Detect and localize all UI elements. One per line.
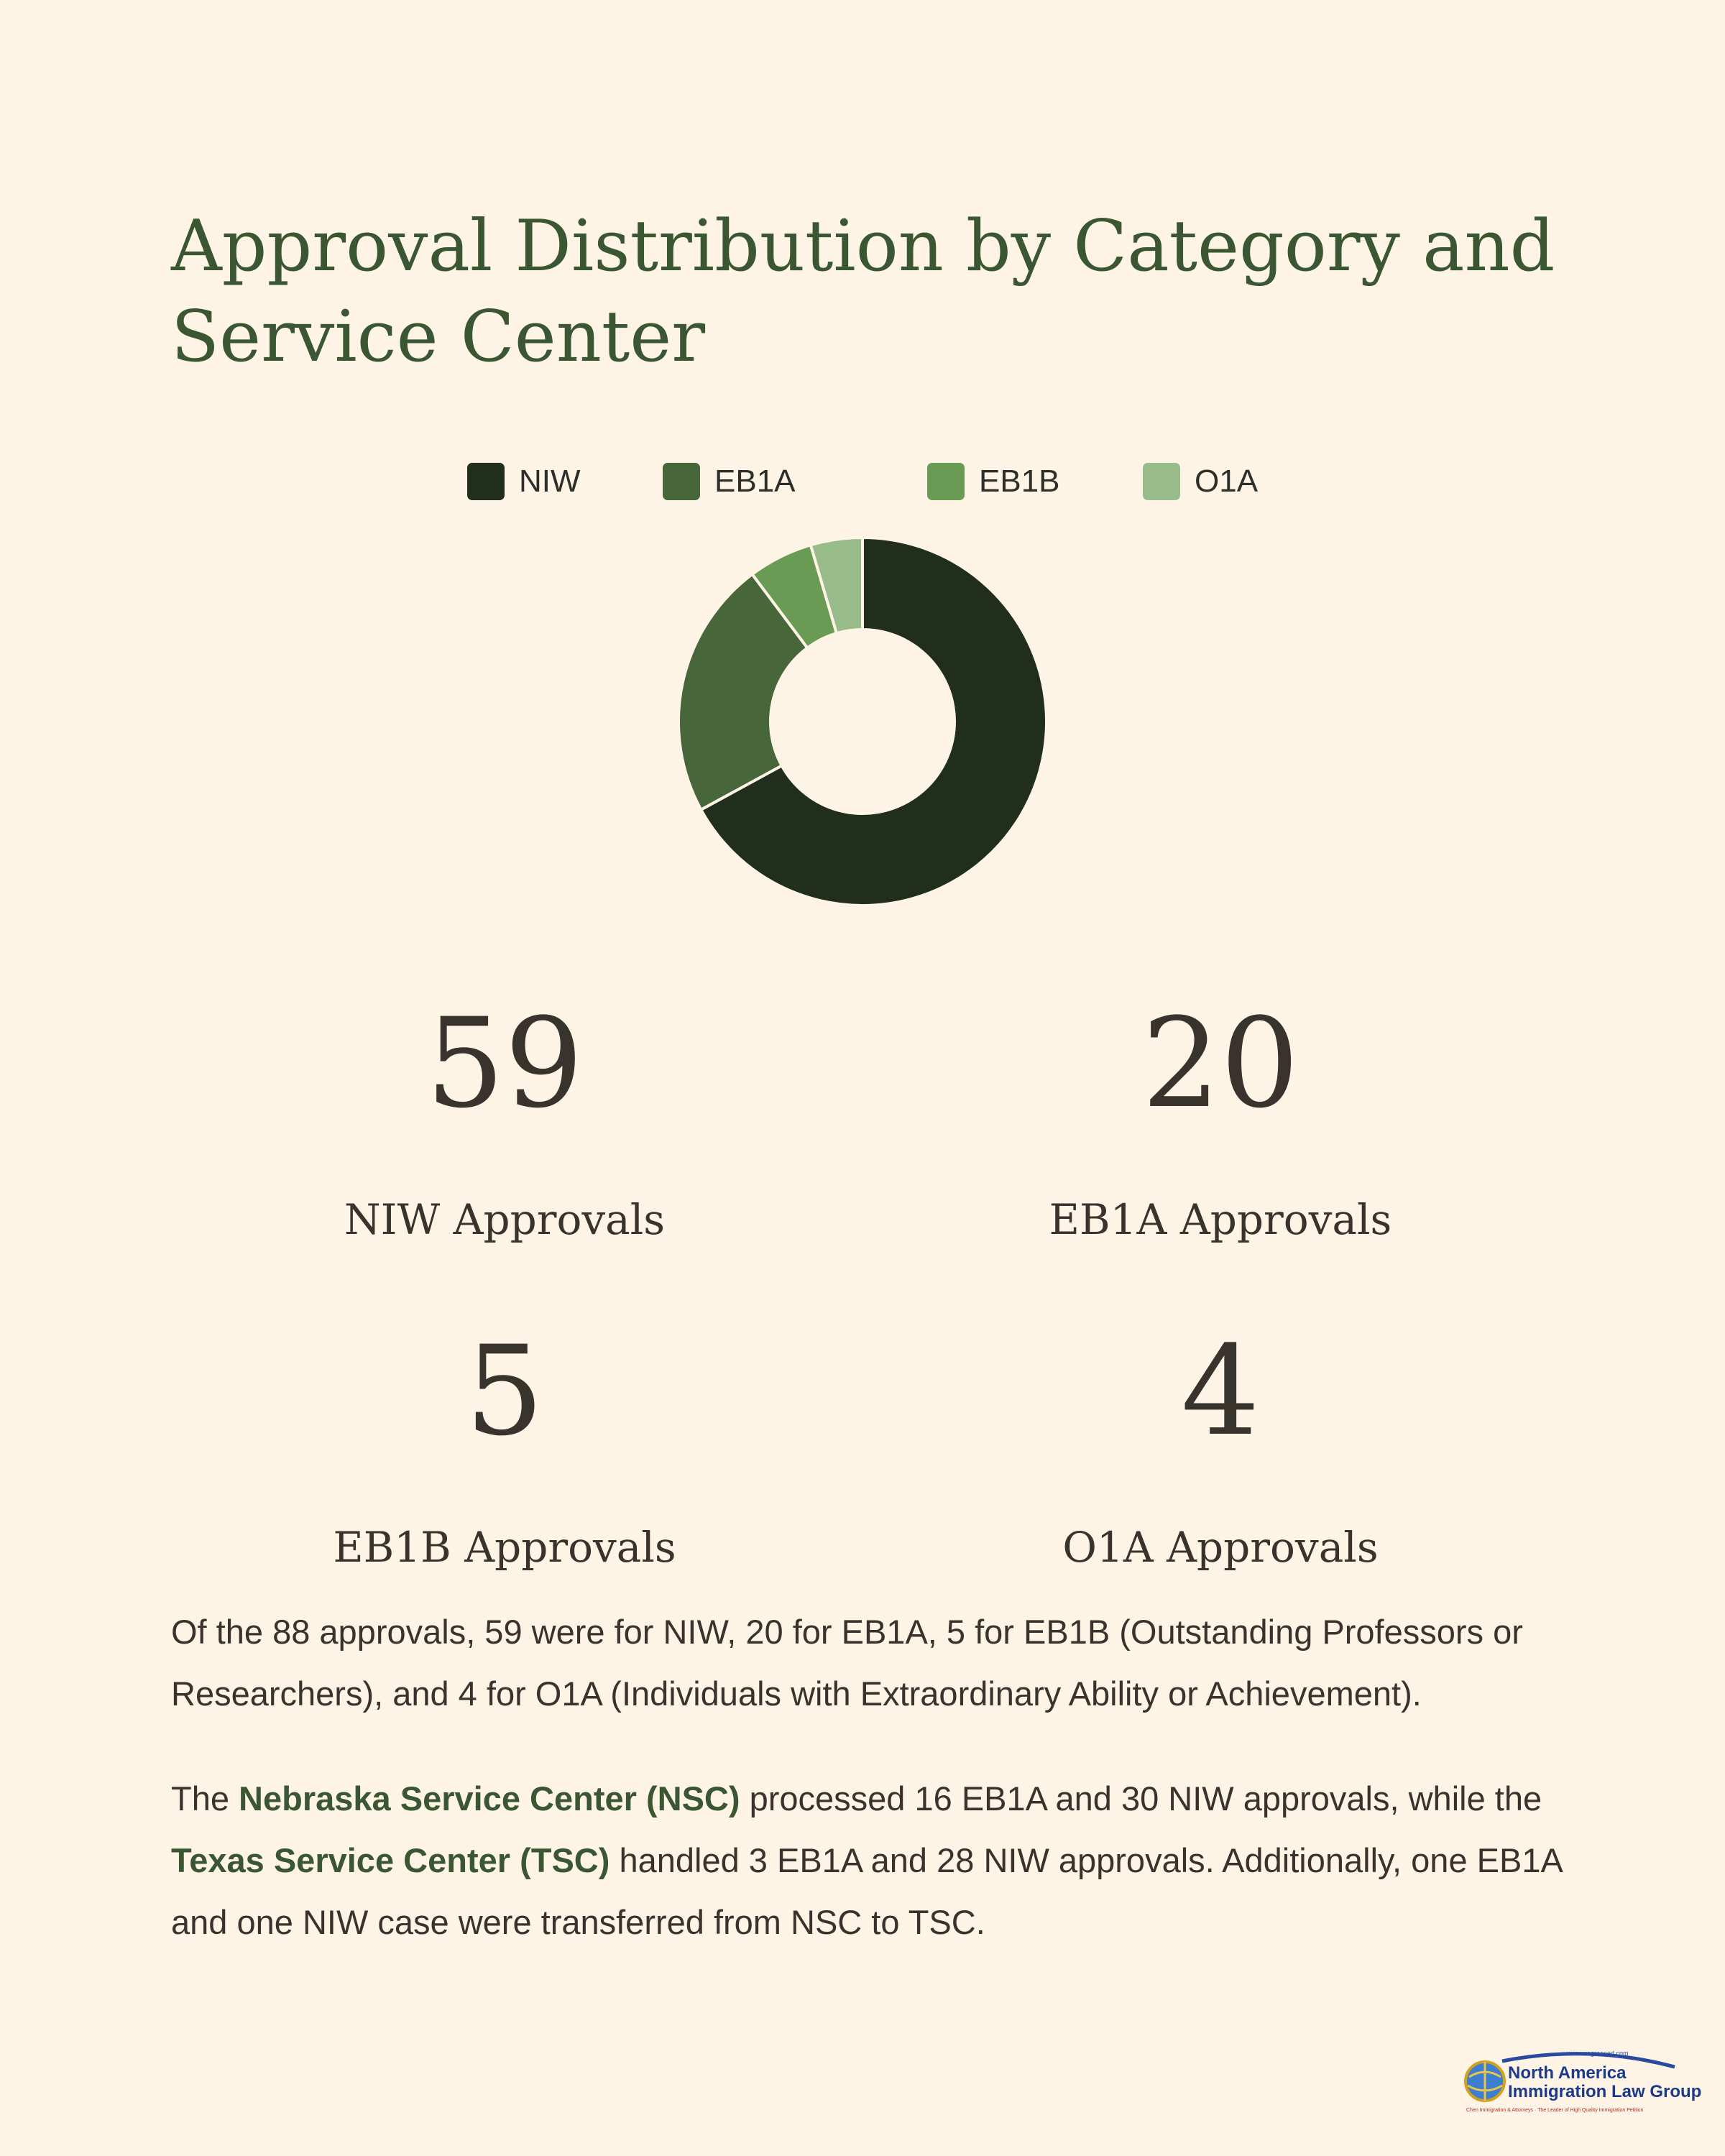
logo-tagline: Chen Immigration & Attorneys · The Leader of High Quality Immigration Petition [1466,2108,1644,2113]
summary-paragraph: Of the 88 approvals, 59 were for NIW, 20 for EB1A, 5 for EB1B (Outstanding Professors or Researchers), and 4 for O1A (Individuals with Extraordinary Ability or Achievement). [171,1613,1523,1713]
donut-chart [676,535,1049,908]
service-center-text-3: handled 3 EB1A and 28 NIW approvals. Additionally, one EB1A and one NIW case were transferred from NSC to TSC. [171,1841,1562,1941]
legend-swatch-niw [467,463,505,500]
stat-eb1b-label: EB1B Approvals [333,1523,676,1572]
legend-label-o1a: O1A [1195,464,1259,499]
legend-label-eb1b: EB1B [979,464,1060,499]
legend-swatch-eb1a [663,463,700,500]
legend-item-eb1b [927,460,1060,503]
stat-niw [231,991,778,1245]
legend-label-eb1a: EB1A [714,464,796,499]
logo-name-line2: Immigration Law Group [1508,2082,1702,2101]
stat-eb1a [947,991,1494,1245]
legend-item-o1a [1143,460,1258,503]
service-center-paragraph [171,1768,1580,1953]
page-title: Approval Distribution by Category and Service Center [171,206,1555,378]
service-center-text-2: processed 16 EB1A and 30 NIW approvals, while the [740,1779,1542,1818]
stat-o1a-label: O1A Approvals [1062,1523,1379,1572]
stat-eb1b [231,1319,778,1572]
service-center-text-1: The [171,1779,239,1818]
legend-swatch-o1a [1143,463,1180,500]
stat-niw-label: NIW Approvals [344,1195,666,1244]
logo-name-line1: North America [1508,2063,1627,2083]
legend-swatch-eb1b [927,463,965,500]
stat-eb1a-label: EB1A Approvals [1049,1195,1392,1244]
stat-o1a [947,1319,1494,1572]
nsc-highlight: Nebraska Service Center (NSC) [239,1779,740,1818]
stat-niw-value: 59 [426,991,584,1135]
legend-item-eb1a [663,460,796,503]
legend-label-niw: NIW [519,464,581,499]
stat-eb1a-value: 20 [1141,991,1300,1135]
stat-eb1b-value: 5 [465,1319,544,1463]
stat-o1a-value: 4 [1181,1319,1260,1463]
chart-legend [467,460,1330,503]
logo-url: www.wegreened.com [1567,2050,1629,2057]
legend-item-niw [467,460,581,503]
company-logo [1459,2045,1702,2117]
tsc-highlight: Texas Service Center (TSC) [171,1841,610,1879]
